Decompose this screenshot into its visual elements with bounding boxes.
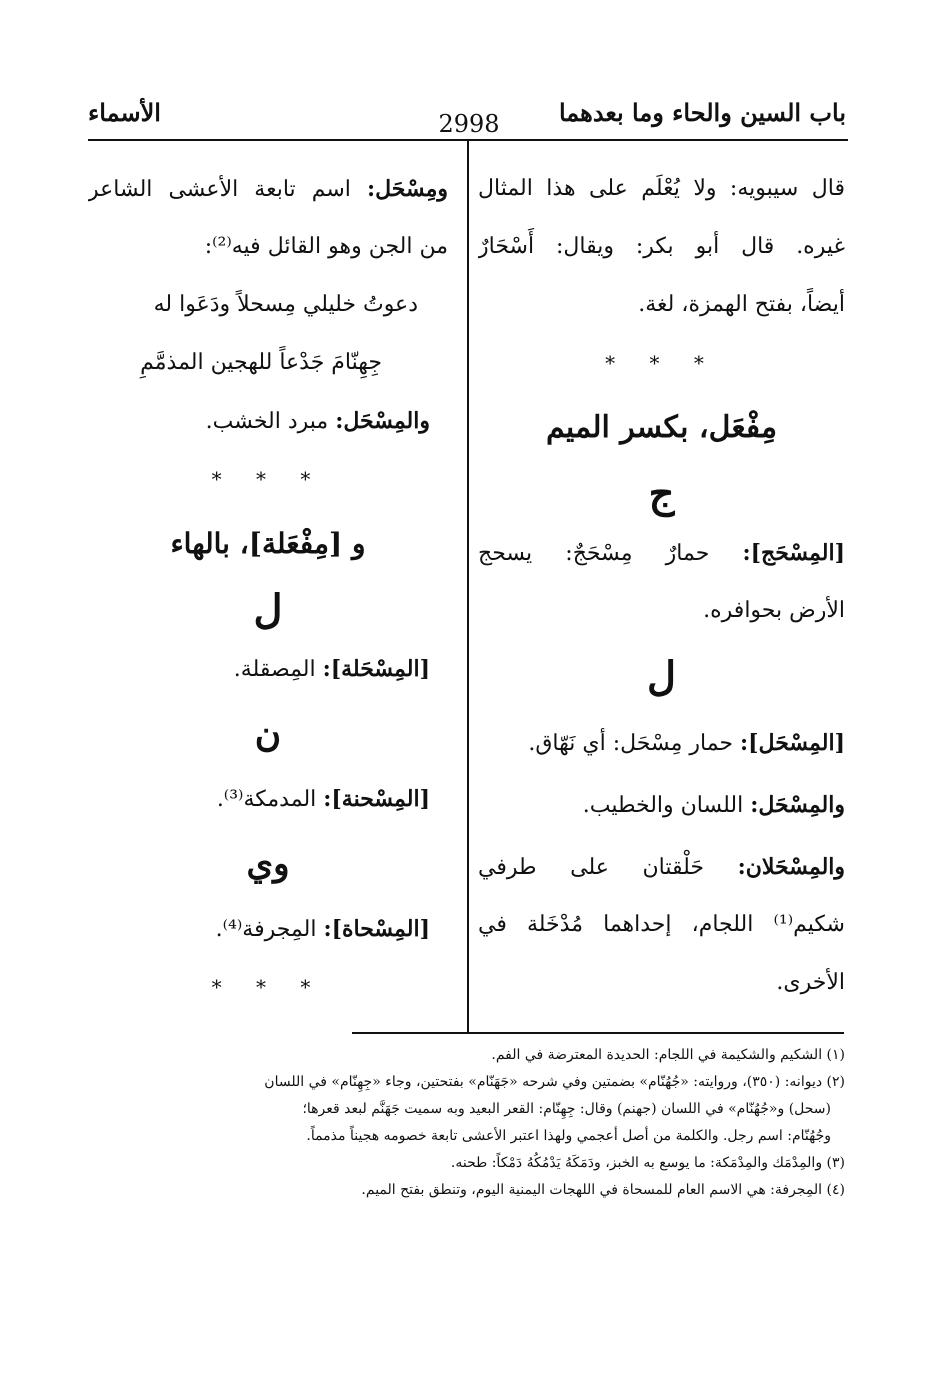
text-line: الأخرى.	[776, 970, 845, 995]
definition: المدمكة⁽³⁾.	[216, 787, 317, 812]
entry-line	[88, 640, 448, 698]
text-line: شكيم⁽¹⁾ اللجام، إحداهما مُدْخَلة في	[478, 912, 845, 937]
letter-heading: ل	[253, 586, 283, 633]
footnote-2-cont: وجُهُنّام: اسم رجل. والكلمة من أصل أعجمي ولهذا اعتبر الأعشى تابعة خصومه هجيناً مذمماً.	[306, 1128, 831, 1144]
headword: والمِسْحَلان:	[737, 854, 845, 880]
footnote-1: (١) الشكيم والشكيمة في اللجام: الحديدة المعترضة في الفم.	[491, 1047, 845, 1063]
footnote-3: (٣) والمِدْمَك والمِدْمَكة: ما يوسع به الخبز، ودَمَكَهُ يَدْمُكُهُ دَمْكاً: طحنه.	[450, 1155, 845, 1171]
letter-heading: ج	[648, 470, 675, 517]
entry-line	[88, 392, 448, 450]
letter-heading: ل	[646, 653, 677, 700]
footnote-2: (٢) ديوانه: (٣٥٠)، وروايته: «جُهُنّام» بضمتين وفي شرحه «جَهَنّام» بفتحتين، وجاء «جِهِنّام» في اللسان	[264, 1074, 845, 1090]
letter-heading: وي	[246, 844, 290, 884]
entry-line	[478, 524, 845, 582]
right-column	[478, 160, 845, 1012]
definition: حَلْقتان على طرفي	[478, 855, 704, 880]
headword: والمِسْحَل:	[750, 792, 845, 818]
entry-line	[478, 714, 845, 772]
footnote-4: (٤) المِجرفة: هي الاسم العام للمسحاة في اللهجات اليمنية اليوم، وتنطق بفتح الميم.	[361, 1182, 845, 1198]
footnote-2-cont: (سحل) و«جُهُنّام» في اللسان (جهنم) وقال: جِهِنّام: القعر البعيد وبه سميت جَهَنَّم لبعد قعرها؛	[302, 1101, 831, 1117]
section-separator: * * *	[605, 351, 718, 375]
verse-line-1: دعوتُ خليلي مِسحلاً ودَعَوا له	[153, 292, 418, 317]
letter-heading: ن	[254, 713, 282, 755]
text-line: من الجن وهو القائل فيه⁽²⁾:	[204, 234, 448, 259]
text-line: أيضاً، بفتح الهمزة، لغة.	[638, 292, 845, 317]
page-number: 2998	[438, 110, 500, 138]
footnote-rule	[352, 1032, 844, 1034]
definition: مبرد الخشب.	[205, 409, 329, 434]
left-column	[88, 160, 448, 1016]
section-separator: * * *	[211, 467, 325, 491]
text-line: غيره. قال أبو بكر: ويقال: أَسْحَارٌ	[478, 234, 845, 259]
column-divider	[467, 140, 469, 1034]
text-line: الأرض بحوافره.	[703, 598, 845, 623]
definition: حمارٌ مِسْحَجٌ: يسحج	[478, 541, 710, 566]
definition: المِجرفة⁽⁴⁾.	[215, 917, 317, 942]
footnotes	[88, 1042, 845, 1204]
headword: [المِسْحاة]:	[323, 916, 430, 942]
running-head-chapter: باب السين والحاء وما بعدهما	[558, 98, 846, 127]
headword: ومِسْحَل:	[366, 176, 448, 202]
headword: والمِسْحَل:	[335, 408, 430, 434]
headword: [المِسْحَج]:	[742, 540, 845, 566]
headword: [المِسْحَلة]:	[322, 656, 430, 682]
section-heading: مِفْعَل، بكسر الميم	[545, 410, 778, 445]
entry-line	[88, 160, 448, 218]
section-heading: و [مِفْعَلة]، بالهاء	[170, 527, 366, 560]
entry-line	[478, 838, 845, 896]
definition: اللسان والخطيب.	[582, 793, 744, 818]
definition: حمار مِسْحَل: أي نَهّاق.	[528, 731, 734, 756]
definition: اسم تابعة الأعشى الشاعر	[88, 177, 351, 202]
entry-line	[478, 772, 845, 838]
verse-line-2: جِهِنّامَ جَدْعاً للهجين المذمَّمِ	[140, 350, 382, 375]
headword: [المِسْحنة]:	[323, 786, 430, 812]
entry-line	[88, 770, 448, 828]
running-head-section: الأسماء	[88, 98, 161, 127]
entry-line	[88, 900, 448, 958]
definition: المِصقلة.	[233, 657, 316, 682]
text-line: قال سيبويه: ولا يُعْلَم على هذا المثال	[478, 176, 845, 201]
section-separator: * * *	[211, 975, 325, 999]
headword: [المِسْحَل]:	[740, 730, 845, 756]
